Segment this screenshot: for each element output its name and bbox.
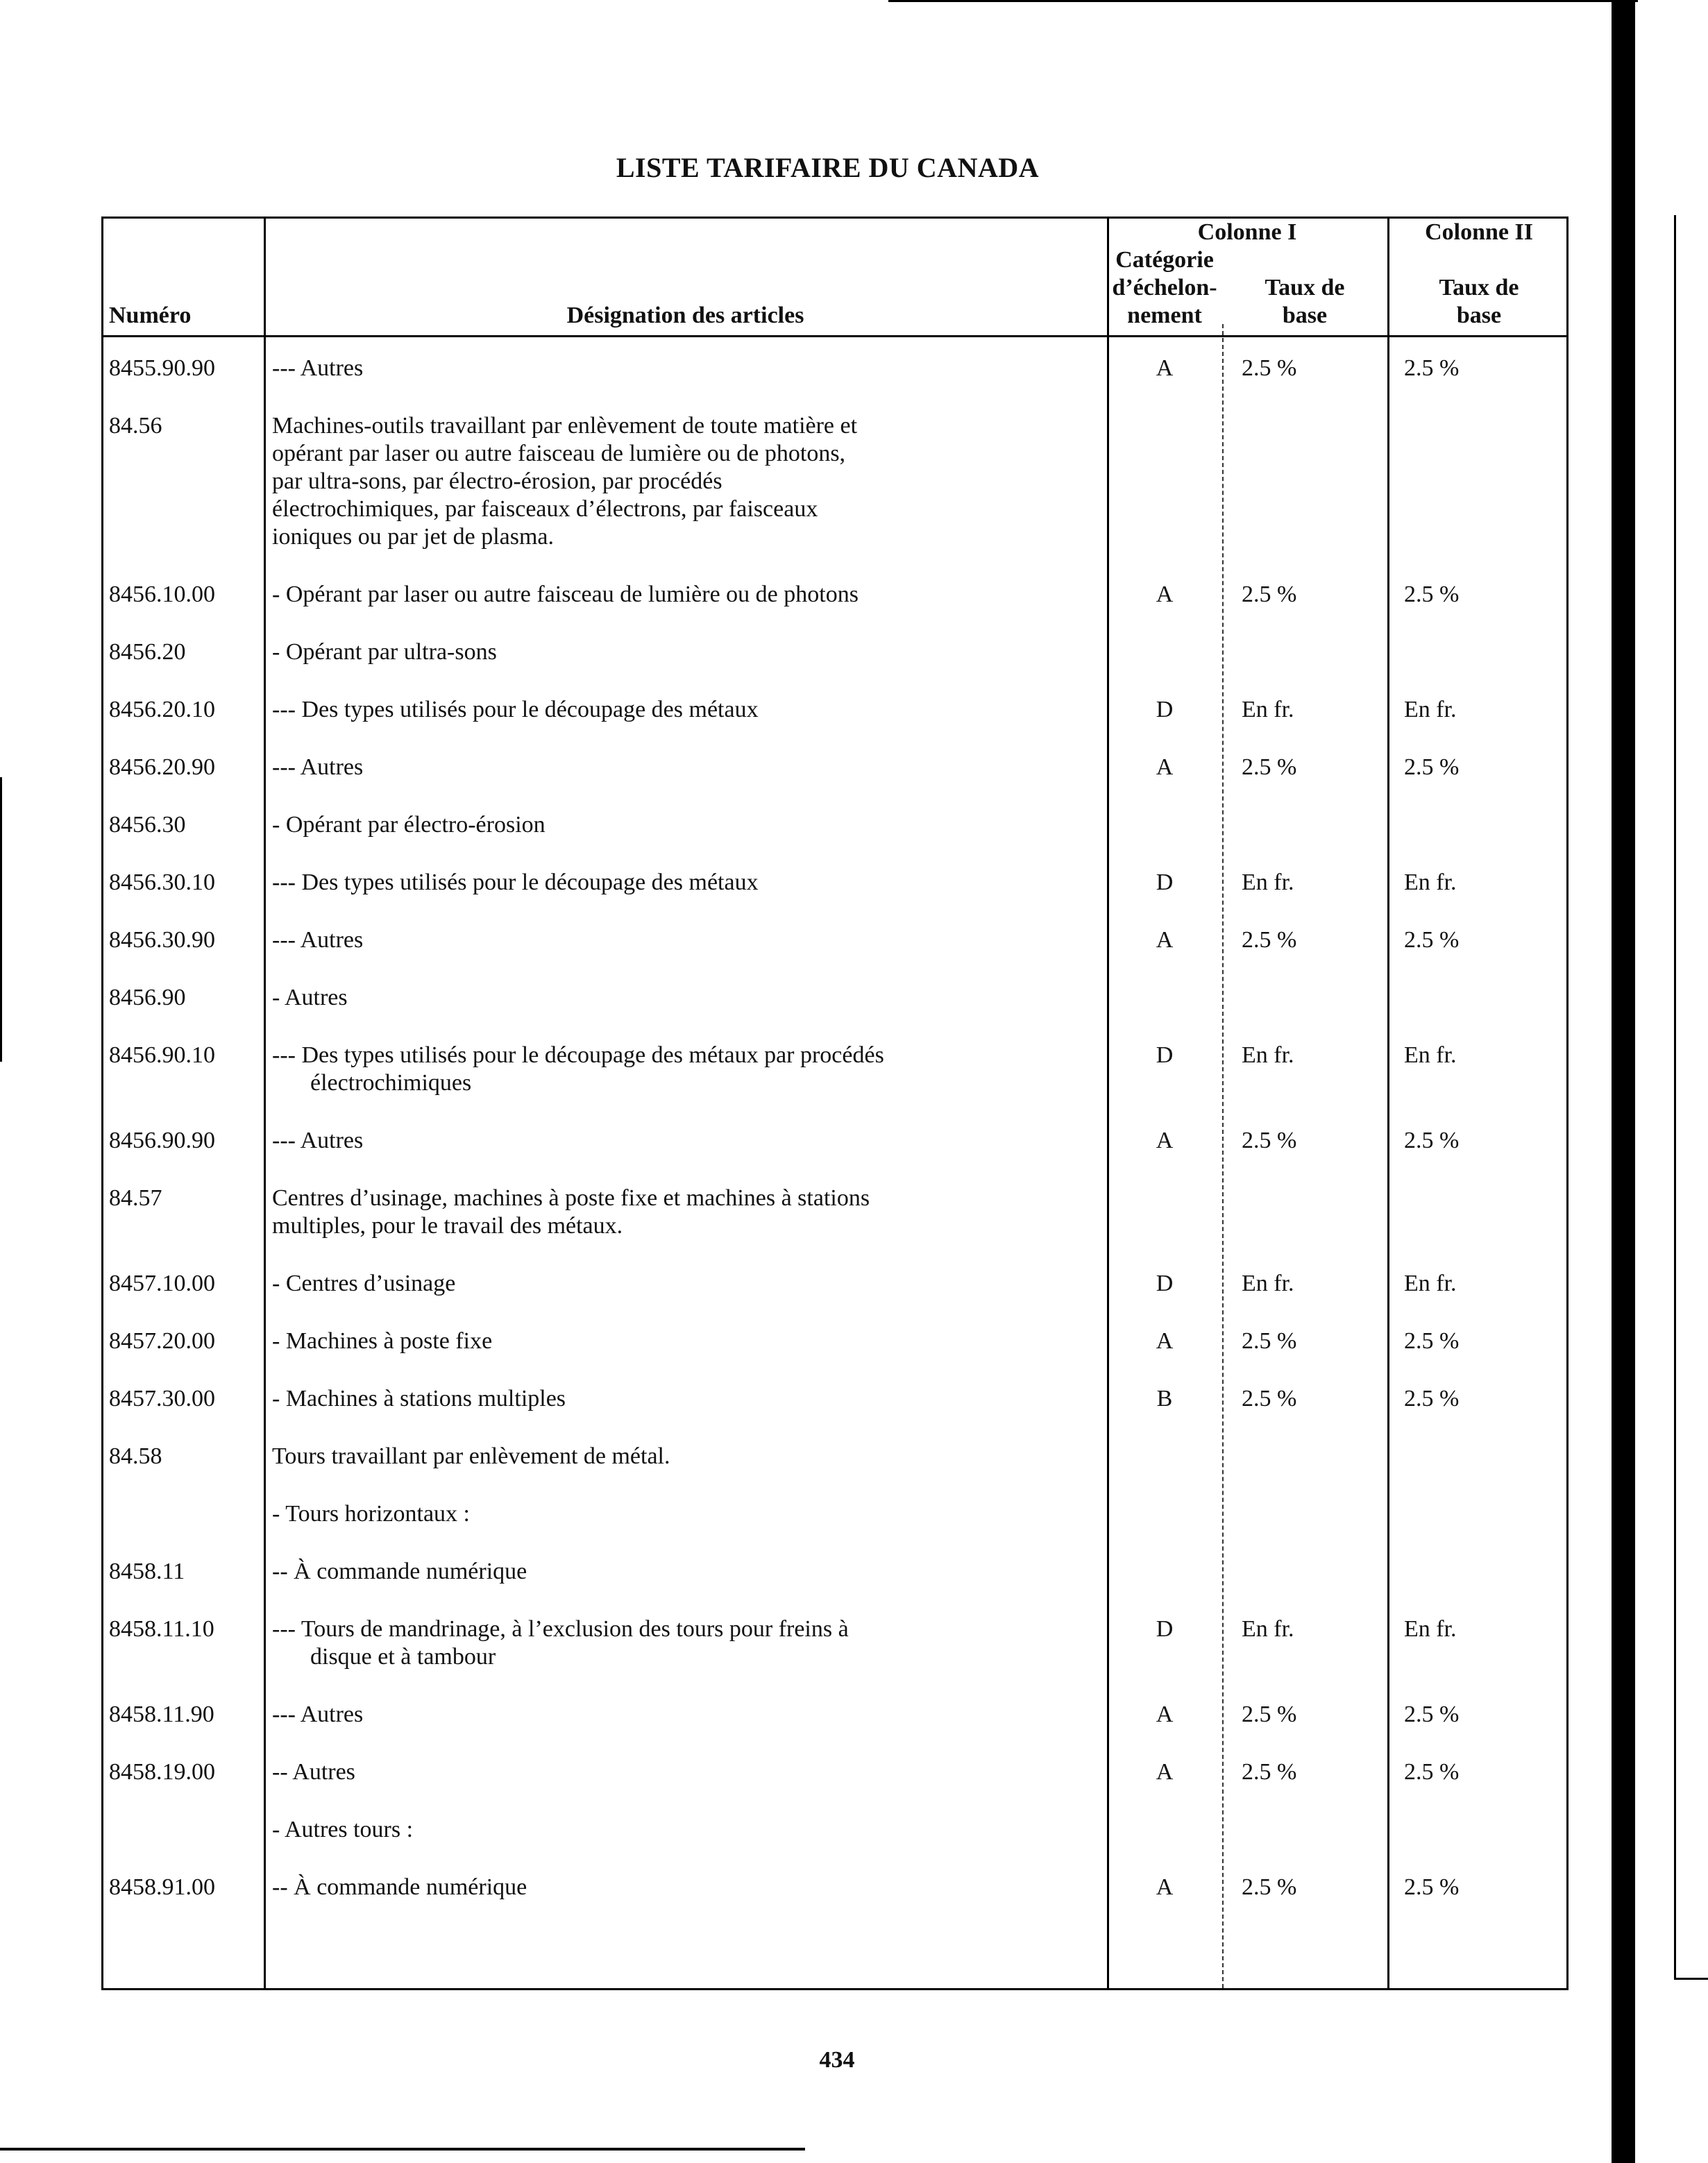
header-colonne-1: Colonne I <box>1197 219 1297 245</box>
article-designation <box>264 984 1107 1012</box>
tariff-number: 8458.11 <box>109 1559 185 1584</box>
base-rate-col1: En fr. <box>1242 1616 1294 1642</box>
designation-line: Tours travaillant par enlèvement de métal. <box>272 1443 670 1469</box>
base-rate-col2: 2.5 % <box>1404 355 1460 381</box>
base-rate-col1: 2.5 % <box>1242 1702 1297 1727</box>
base-rate-col1 <box>1222 984 1387 1012</box>
designation-line: -- Autres <box>272 1759 355 1785</box>
staging-category <box>1107 1558 1222 1586</box>
base-rate-col2 <box>1387 1816 1571 1844</box>
table-row <box>103 811 1571 839</box>
staging-category <box>1107 638 1222 666</box>
tariff-number: 8456.10.00 <box>109 582 215 607</box>
base-rate-col1: En fr. <box>1242 697 1294 722</box>
table-row <box>103 1874 1571 1901</box>
base-rate-col2 <box>1387 1443 1571 1470</box>
table-row <box>103 638 1571 666</box>
base-rate-col2 <box>1387 984 1571 1012</box>
article-designation <box>264 1816 1107 1844</box>
tariff-number: 8457.20.00 <box>109 1328 215 1354</box>
base-rate-col1: 2.5 % <box>1242 582 1297 607</box>
tariff-number: 8456.30.10 <box>109 870 215 895</box>
base-rate-col1 <box>1222 1816 1387 1844</box>
header-taux-de-base-1 <box>1222 274 1387 330</box>
base-rate-col1: 2.5 % <box>1242 1328 1297 1354</box>
base-rate-col2 <box>1387 412 1571 551</box>
article-designation <box>264 1443 1107 1470</box>
header-categorie <box>1107 246 1222 330</box>
article-designation <box>264 1185 1107 1240</box>
base-rate-col1: En fr. <box>1242 870 1294 895</box>
scan-edge-right-bar <box>1612 0 1635 2163</box>
base-rate-col2 <box>1387 1185 1571 1240</box>
header-categorie-line: d’échelon- <box>1112 275 1217 300</box>
tariff-number: 8458.19.00 <box>109 1759 215 1785</box>
staging-category: A <box>1156 927 1174 953</box>
table-row <box>103 1758 1571 1786</box>
article-designation <box>264 355 1107 382</box>
table-row <box>103 1042 1571 1097</box>
article-designation <box>264 1385 1107 1413</box>
base-rate-col2: 2.5 % <box>1404 1759 1460 1785</box>
designation-line: --- Autres <box>272 1702 364 1727</box>
base-rate-col1: 2.5 % <box>1242 1874 1297 1900</box>
base-rate-col2: En fr. <box>1404 1616 1457 1642</box>
table-row <box>103 1615 1571 1671</box>
base-rate-col1 <box>1222 638 1387 666</box>
designation-line: - Autres <box>272 985 348 1010</box>
header-taux-line: Taux de <box>1439 275 1519 300</box>
tariff-number <box>103 1500 264 1528</box>
table-row <box>103 1558 1571 1586</box>
table-row <box>103 1500 1571 1528</box>
base-rate-col2 <box>1387 1500 1571 1528</box>
staging-category: B <box>1156 1386 1173 1411</box>
base-rate-col1: 2.5 % <box>1242 927 1297 953</box>
tariff-number: 8456.90.90 <box>109 1128 215 1153</box>
table-row <box>103 1185 1571 1240</box>
staging-category <box>1107 1816 1222 1844</box>
scan-edge-bottom <box>0 2148 805 2151</box>
designation-line: - Opérant par électro-érosion <box>272 812 546 838</box>
base-rate-col2: 2.5 % <box>1404 754 1460 780</box>
designation-line: - Centres d’usinage <box>272 1271 456 1296</box>
article-designation <box>264 1042 1107 1097</box>
designation-line: multiples, pour le travail des métaux. <box>272 1213 623 1239</box>
base-rate-col2: 2.5 % <box>1404 1328 1460 1354</box>
tariff-table <box>101 217 1569 1990</box>
base-rate-col2: 2.5 % <box>1404 1386 1460 1411</box>
staging-category: A <box>1156 582 1174 607</box>
tariff-number: 8456.20 <box>109 639 186 665</box>
designation-line: électrochimiques, par faisceaux d’électrons, par faisceaux <box>272 496 818 522</box>
designation-line: --- Autres <box>272 754 364 780</box>
base-rate-col1 <box>1222 412 1387 551</box>
tariff-number: 8456.90.10 <box>109 1042 215 1068</box>
table-row <box>103 355 1571 382</box>
designation-line: --- Des types utilisés pour le découpage des métaux <box>272 870 759 895</box>
staging-category: D <box>1156 697 1174 722</box>
designation-line: --- Des types utilisés pour le découpage des métaux par procédés <box>272 1042 884 1068</box>
article-designation <box>264 1874 1107 1901</box>
article-designation <box>264 1701 1107 1729</box>
header-taux-line: Taux de <box>1265 275 1345 300</box>
base-rate-col1 <box>1222 1185 1387 1240</box>
header-designation: Désignation des articles <box>566 303 804 328</box>
designation-line: par ultra-sons, par électro-érosion, par procédés <box>272 468 722 494</box>
tariff-number <box>103 1816 264 1844</box>
table-row <box>103 1443 1571 1470</box>
staging-category <box>1107 811 1222 839</box>
base-rate-col2: 2.5 % <box>1404 1874 1460 1900</box>
article-designation <box>264 1500 1107 1528</box>
staging-category: D <box>1156 1616 1174 1642</box>
tariff-number: 8458.11.10 <box>109 1616 214 1642</box>
adjacent-page-edge <box>1674 215 1708 1980</box>
staging-category: A <box>1156 1128 1174 1153</box>
staging-category: A <box>1156 1759 1174 1785</box>
staging-category: A <box>1156 754 1174 780</box>
header-categorie-line: Catégorie <box>1115 247 1214 273</box>
table-row <box>103 1701 1571 1729</box>
table-body <box>103 355 1571 1901</box>
base-rate-col1: 2.5 % <box>1242 355 1297 381</box>
table-row <box>103 926 1571 954</box>
base-rate-col2 <box>1387 1558 1571 1586</box>
table-row <box>103 754 1571 781</box>
tariff-number: 84.58 <box>109 1443 162 1469</box>
staging-category <box>1107 1443 1222 1470</box>
tariff-number: 8456.90 <box>109 985 186 1010</box>
base-rate-col1: En fr. <box>1242 1271 1294 1296</box>
designation-line: --- Autres <box>272 355 364 381</box>
base-rate-col2: 2.5 % <box>1404 582 1460 607</box>
staging-category: A <box>1156 355 1174 381</box>
tariff-number: 8458.91.00 <box>109 1874 215 1900</box>
table-row <box>103 1385 1571 1413</box>
base-rate-col2: En fr. <box>1404 870 1457 895</box>
staging-category <box>1107 984 1222 1012</box>
tariff-number: 8457.10.00 <box>109 1271 215 1296</box>
base-rate-col1: 2.5 % <box>1242 1759 1297 1785</box>
article-designation <box>264 1758 1107 1786</box>
base-rate-col1: 2.5 % <box>1242 1386 1297 1411</box>
article-designation <box>264 1127 1107 1155</box>
header-taux-de-base-2 <box>1387 274 1571 330</box>
article-designation <box>264 1558 1107 1586</box>
designation-line: Centres d’usinage, machines à poste fixe et machines à stations <box>272 1185 870 1211</box>
tariff-number: 8456.30 <box>109 812 186 838</box>
table-row <box>103 869 1571 897</box>
table-row <box>103 1270 1571 1298</box>
article-designation <box>264 754 1107 781</box>
staging-category: A <box>1156 1874 1174 1900</box>
base-rate-col2: 2.5 % <box>1404 1128 1460 1153</box>
designation-line: électrochimiques <box>310 1070 472 1096</box>
table-row <box>103 696 1571 724</box>
tariff-number: 8456.30.90 <box>109 927 215 953</box>
article-designation <box>264 1270 1107 1298</box>
base-rate-col2 <box>1387 638 1571 666</box>
header-colonne-2: Colonne II <box>1425 219 1533 245</box>
header-numero: Numéro <box>109 303 192 328</box>
article-designation <box>264 926 1107 954</box>
staging-category: A <box>1156 1702 1174 1727</box>
article-designation <box>264 696 1107 724</box>
designation-line: opérant par laser ou autre faisceau de lumière ou de photons, <box>272 441 846 466</box>
scan-edge-left <box>0 777 2 1062</box>
base-rate-col2: En fr. <box>1404 697 1457 722</box>
tariff-number: 8455.90.90 <box>109 355 215 381</box>
article-designation <box>264 412 1107 551</box>
header-rule <box>103 335 1566 337</box>
designation-line: - Tours horizontaux : <box>272 1501 470 1527</box>
designation-line: - Machines à stations multiples <box>272 1386 566 1411</box>
base-rate-col1 <box>1222 1443 1387 1470</box>
article-designation <box>264 1615 1107 1671</box>
designation-line: -- À commande numérique <box>272 1874 527 1900</box>
base-rate-col1: 2.5 % <box>1242 1128 1297 1153</box>
base-rate-col2: En fr. <box>1404 1271 1457 1296</box>
base-rate-col2 <box>1387 811 1571 839</box>
staging-category <box>1107 1185 1222 1240</box>
designation-line: Machines-outils travaillant par enlèvement de toute matière et <box>272 413 858 439</box>
base-rate-col1: 2.5 % <box>1242 754 1297 780</box>
designation-line: -- À commande numérique <box>272 1559 527 1584</box>
designation-line: disque et à tambour <box>310 1644 496 1670</box>
article-designation <box>264 811 1107 839</box>
base-rate-col2: En fr. <box>1404 1042 1457 1068</box>
designation-line: --- Des types utilisés pour le découpage des métaux <box>272 697 759 722</box>
base-rate-col2: 2.5 % <box>1404 927 1460 953</box>
staging-category: A <box>1156 1328 1174 1354</box>
page-title: LISTE TARIFAIRE DU CANADA <box>616 152 1040 183</box>
base-rate-col1 <box>1222 811 1387 839</box>
table-row <box>103 1127 1571 1155</box>
designation-line: --- Tours de mandrinage, à l’exclusion des tours pour freins à <box>272 1616 849 1642</box>
table-row <box>103 1328 1571 1355</box>
tariff-number: 84.56 <box>109 413 162 439</box>
staging-category: D <box>1156 1042 1174 1068</box>
tariff-number: 8456.20.10 <box>109 697 215 722</box>
designation-line: - Autres tours : <box>272 1817 414 1842</box>
table-row <box>103 581 1571 609</box>
base-rate-col2: 2.5 % <box>1404 1702 1460 1727</box>
staging-category: D <box>1156 870 1174 895</box>
header-categorie-line: nement <box>1127 303 1202 328</box>
designation-line: --- Autres <box>272 927 364 953</box>
base-rate-col1: En fr. <box>1242 1042 1294 1068</box>
designation-line: --- Autres <box>272 1128 364 1153</box>
tariff-number: 84.57 <box>109 1185 162 1211</box>
table-row <box>103 984 1571 1012</box>
designation-line: - Machines à poste fixe <box>272 1328 493 1354</box>
header-taux-line: base <box>1456 303 1502 328</box>
designation-line: ioniques ou par jet de plasma. <box>272 524 555 550</box>
staging-category <box>1107 412 1222 551</box>
page-number: 434 <box>819 2047 855 2073</box>
staging-category: D <box>1156 1271 1174 1296</box>
header-taux-line: base <box>1282 303 1328 328</box>
designation-line: - Opérant par ultra-sons <box>272 639 497 665</box>
base-rate-col1 <box>1222 1500 1387 1528</box>
article-designation <box>264 1328 1107 1355</box>
scan-edge-top <box>888 0 1638 2</box>
table-row <box>103 412 1571 551</box>
article-designation <box>264 638 1107 666</box>
article-designation <box>264 581 1107 609</box>
designation-line: - Opérant par laser ou autre faisceau de lumière ou de photons <box>272 582 859 607</box>
article-designation <box>264 869 1107 897</box>
tariff-number: 8457.30.00 <box>109 1386 215 1411</box>
table-row <box>103 1816 1571 1844</box>
base-rate-col1 <box>1222 1558 1387 1586</box>
staging-category <box>1107 1500 1222 1528</box>
tariff-number: 8456.20.90 <box>109 754 215 780</box>
tariff-number: 8458.11.90 <box>109 1702 214 1727</box>
